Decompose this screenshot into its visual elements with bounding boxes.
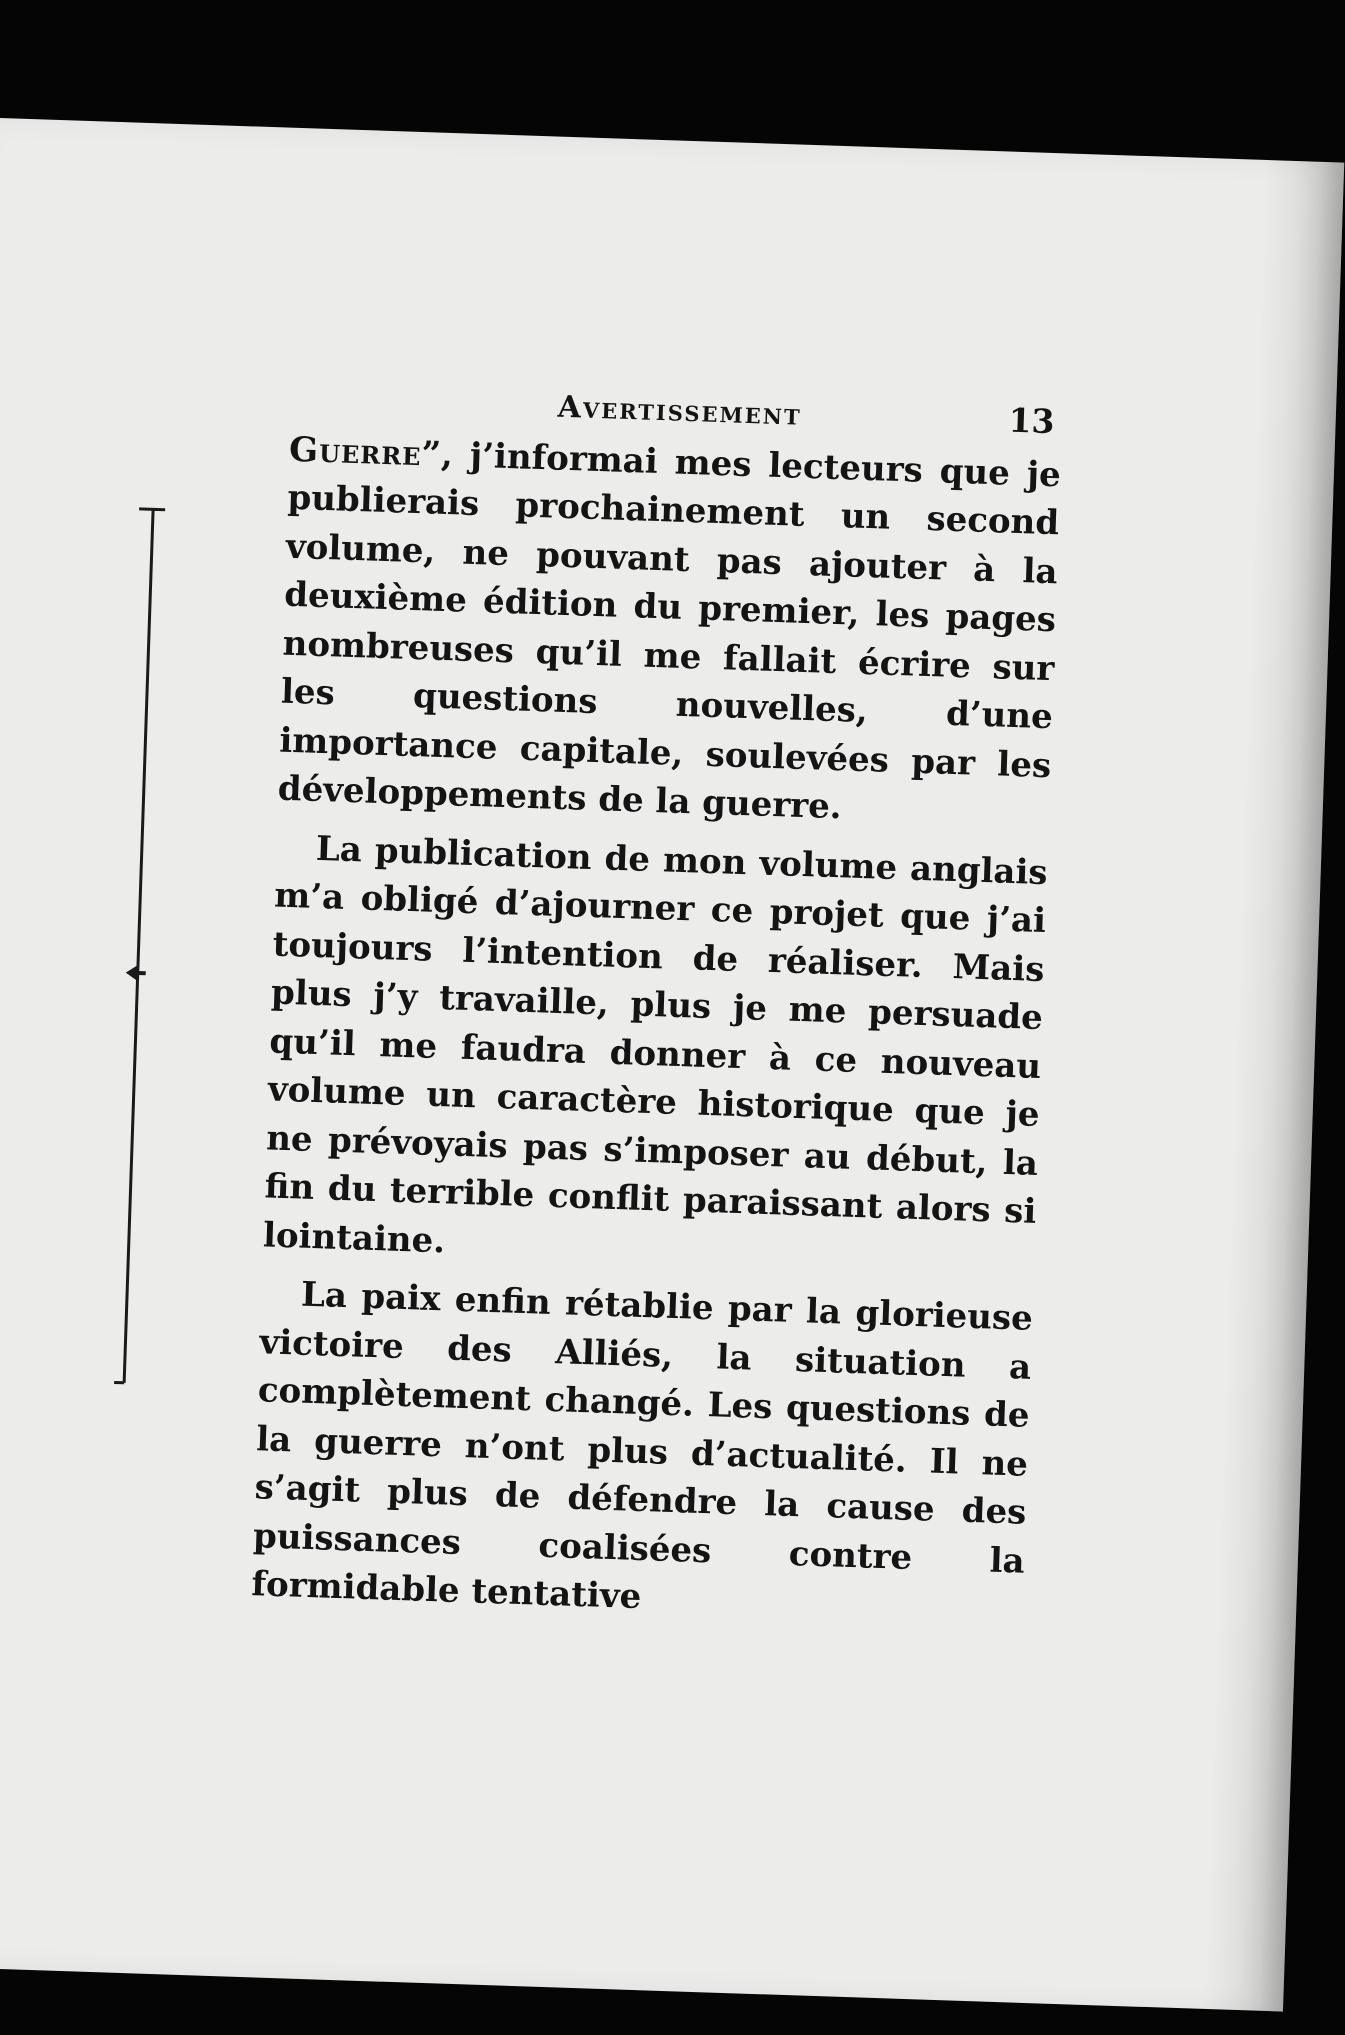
page-edge-shadow (1203, 160, 1344, 2012)
margin-bracket-mark (107, 503, 167, 1403)
book-page (0, 118, 1344, 2012)
paragraph-1-lead: Guerre (288, 429, 423, 474)
running-head: Avertissement (557, 389, 803, 433)
page-number: 13 (1007, 400, 1056, 442)
text-block (250, 373, 1063, 1644)
paragraph-2: La publication de mon volume anglais m’a obligé d’ajourner ce projet que j’ai toujours l’intention de réaliser. Mais plus j’y travaille, plus je me persuade qu’il me faudra donner à ce nouveau volume un caractère historique que je ne prévoyais pas s’imposer au début, la fin du terrible conflit paraissant alors si lointaine. (262, 828, 1049, 1261)
paragraph-1 (277, 425, 1061, 838)
paragraph-1-text: ”, j’informai mes lecteurs que je publierais prochainement un second volume, ne pouvant pas ajouter à la deuxième édition du premier, les pages nombreuses qu’il me fallait écrire sur les questions nouvelles, d’une importance capitale, soulevées par les développements de la guerre. (277, 433, 1062, 828)
paragraph-3: La paix enfin rétablie par la glorieuse victoire des Alliés, la situation a complètement changé. Les questions de la guerre n’ont plus d’actualité. Il ne s’agit plus de défendre la cause des puissances coalisées contre la formidable tentative (250, 1274, 1034, 1618)
